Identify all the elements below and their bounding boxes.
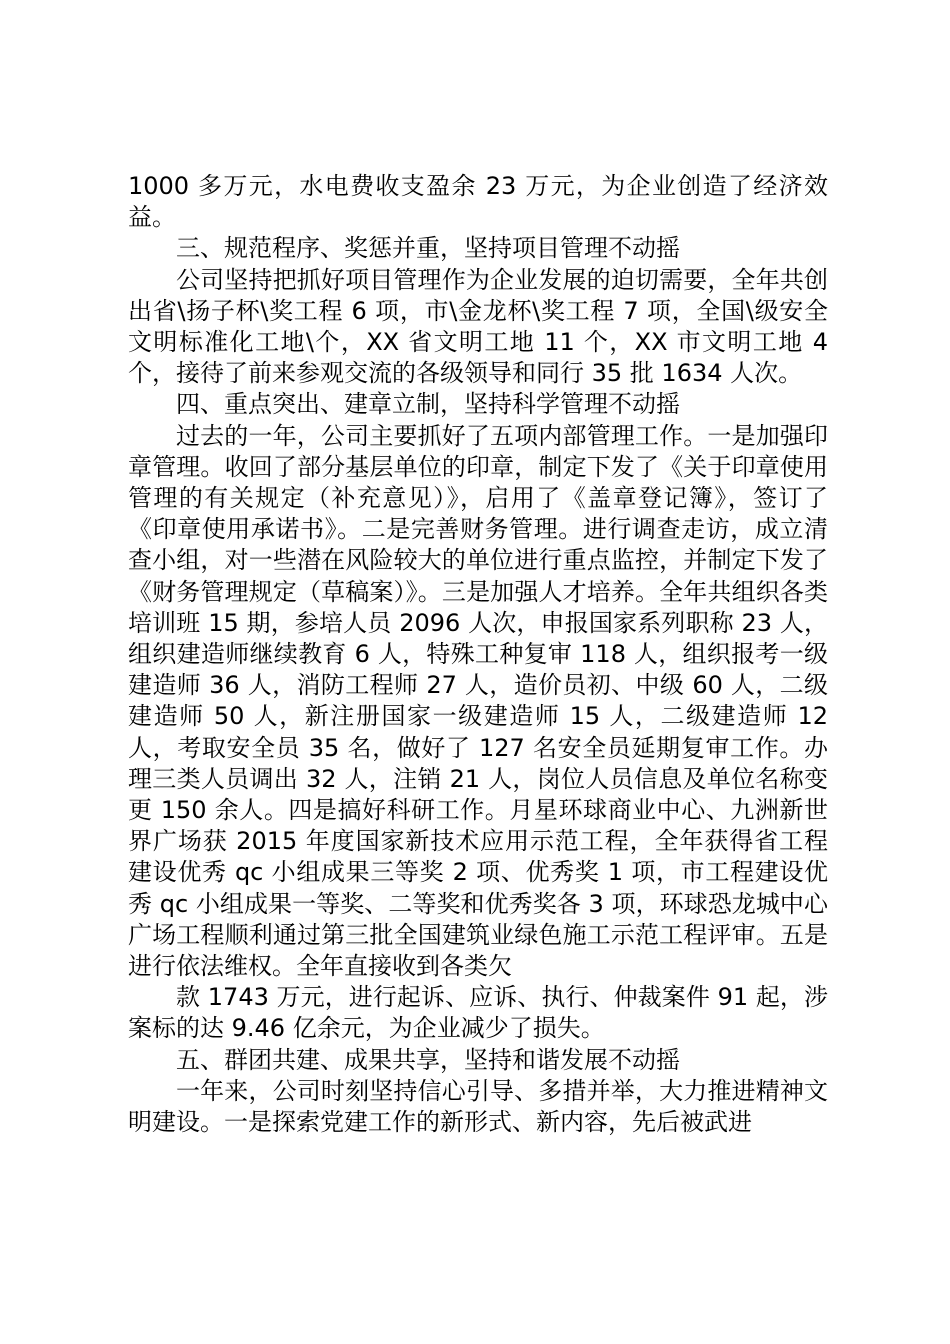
document-body bbox=[128, 171, 828, 1138]
paragraph-civilization-building: 一年来，公司时刻坚持信心引导、多措并举，大力推进精神文明建设。一是探索党建工作的新形式、新内容，先后被武进 bbox=[128, 1076, 828, 1137]
section-heading-5: 五、群团共建、成果共享，坚持和谐发展不动摇 bbox=[176, 1045, 680, 1074]
paragraph-project-management: 公司坚持把抓好项目管理作为企业发展的迫切需要，全年共创出省\扬子杯\奖工程 6 项，市\金龙杯\奖工程 7 项，全国\级安全文明标准化工地\个，XX 省文明工地 11 个，XX 市文明工地 4 个，接待了前来参观交流的各级领导和同行 35 批 1634 人次。 bbox=[128, 265, 828, 388]
section-heading-3: 三、规范程序、奖惩并重，坚持项目管理不动摇 bbox=[176, 234, 680, 263]
paragraph-continuation: 1000 多万元，水电费收支盈余 23 万元，为企业创造了经济效益。 bbox=[128, 172, 828, 232]
paragraph-legal-recovery: 款 1743 万元，进行起诉、应诉、执行、仲裁案件 91 起，涉案标的达 9.46 亿余元，为企业减少了损失。 bbox=[128, 983, 828, 1043]
section-heading-4: 四、重点突出、建章立制，坚持科学管理不动摇 bbox=[176, 390, 680, 419]
paragraph-internal-management: 过去的一年，公司主要抓好了五项内部管理工作。一是加强印章管理。收回了部分基层单位的印章，制定下发了《关于印章使用管理的有关规定（补充意见）》，启用了《盖章登记簿》，签订了《印章使用承诺书》。二是完善财务管理。进行调查走访，成立清查小组，对一些潜在风险较大的单位进行重点监控，并制定下发了《财务管理规定（草稿案）》。三是加强人才培养。全年共组织各类培训班 15 期，参培人员 2096 人次，申报国家系列职称 23 人，组织建造师继续教育 6 人，特殊工种复审 118 人，组织报考一级建造师 36 人，消防工程师 27 人，造价员初、中级 60 人，二级建造师 50 人，新注册国家一级建造师 15 人，二级建造师 12 人，考取安全员 35 名，做好了 127 名安全员延期复审工作。办理三类人员调出 32 人，注销 21 人，岗位人员信息及单位名称变更 150 余人。四是搞好科研工作。月星环球商业中心、九洲新世界广场获 2015 年度国家新技术应用示范工程，全年获得省工程建设优秀 qc 小组成果三等奖 2 项、优秀奖 1 项，市工程建设优秀 qc 小组成果一等奖、二等奖和优秀奖各 3 项，环球恐龙城中心广场工程顺利通过第三批全国建筑业绿色施工示范工程评审。五是进行依法维权。全年直接收到各类欠 bbox=[128, 421, 828, 981]
